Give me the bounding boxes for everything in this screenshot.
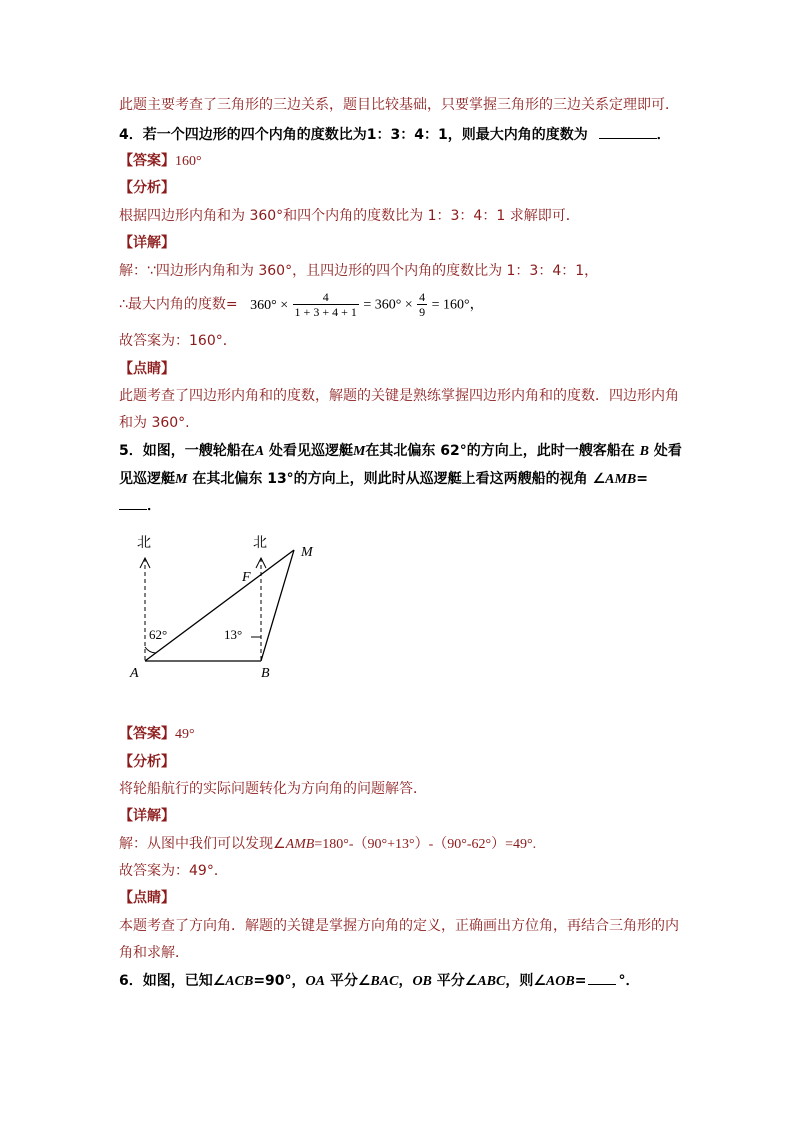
label-f: F — [242, 570, 251, 585]
q5-answer-line — [119, 725, 195, 744]
question-5-stem-line3 — [119, 497, 161, 515]
text-line-triangle-summary: 此题主要考查了三角形的三边关系，题目比较基础，只要掌握三角形的三边关系定理即可． — [119, 97, 679, 113]
question-4-text: 4．若一个四边形的四个内角的度数比为1：3：4：1，则最大内角的度数为 — [119, 127, 588, 143]
label-angle-13: 13° — [224, 627, 243, 642]
question-5-stem-line2 — [119, 470, 648, 489]
q6-text: 平分∠ — [324, 973, 371, 989]
q5-var-m: M — [175, 472, 188, 487]
fraction-denominator: 9 — [419, 305, 426, 319]
q4-comment-tag: 【点睛】 — [119, 361, 175, 377]
q4-comment-line2: 和为 360°. — [119, 415, 190, 431]
q5-text: ． — [147, 498, 161, 514]
q6-angle-bac: BAC — [370, 974, 399, 989]
q5-comment-tag: 【点睛】 — [119, 890, 175, 906]
q5-text: 5．如图，一艘轮船在 — [119, 443, 255, 459]
q4-detail-tag: 【详解】 — [119, 235, 175, 251]
answer-blank — [588, 972, 616, 985]
q6-angle-acb: ACB — [225, 974, 254, 989]
q6-seg-oa: OA — [305, 974, 325, 989]
q4-answer: 160° — [175, 154, 202, 169]
q5-var-b: B — [639, 444, 649, 459]
answer-blank — [119, 497, 147, 510]
fraction-denominator: 1 + 3 + 4 + 1 — [294, 305, 357, 319]
q5-text: 在其北偏东 13°的方向上，则此时从巡逻艇上看这两艘船的视角 ∠ — [192, 471, 606, 487]
q5-detail-angle: AMB — [285, 837, 315, 852]
question-4-end: ． — [656, 127, 671, 143]
q4-analysis: 根据四边形内角和为 360°和四个内角的度数比为 1：3：4：1 求解即可． — [119, 208, 580, 224]
q5-text: 处看 — [653, 443, 682, 459]
q5-var-m: M — [352, 444, 366, 459]
angle-arc-a — [145, 647, 156, 653]
fraction-4-over-sum — [293, 290, 359, 319]
q4-formula-line — [119, 290, 484, 320]
q5-conclusion: 故答案为：49°． — [119, 863, 228, 879]
fraction-4-over-9 — [417, 290, 427, 319]
q5-detail-tag: 【详解】 — [119, 808, 175, 824]
q6-text: 6．如图，已知∠ — [119, 973, 226, 989]
q4-comment-line1: 此题考查了四边形内角和的度数，解题的关键是熟练掌握四边形内角和的度数．四边形内角 — [119, 388, 679, 404]
segment-bm — [261, 550, 294, 661]
q6-text: =90°， — [253, 973, 306, 989]
segment-am — [145, 550, 294, 661]
label-m: M — [301, 545, 313, 560]
question-5-stem-line1 — [119, 442, 682, 461]
q4-formula-c: = 160° — [431, 297, 470, 313]
label-north-a: 北 — [137, 536, 151, 551]
fraction-numerator: 4 — [322, 290, 329, 304]
q5-answer: 49° — [175, 727, 195, 742]
q6-text: ，则∠ — [505, 973, 546, 989]
q4-answer-line — [119, 152, 202, 171]
q4-formula-prefix: ∴最大内角的度数= — [119, 296, 238, 313]
q5-text: 见巡逻艇 — [119, 471, 175, 487]
q4-conclusion: 故答案为：160°． — [119, 333, 237, 349]
q6-angle-abc: ABC — [477, 974, 506, 989]
q4-detail-line1: 解：∵四边形内角和为 360°，且四边形的四个内角的度数比为 1：3：4：1， — [119, 263, 599, 279]
q5-analysis: 将轮船航行的实际问题转化为方向角的问题解答． — [119, 781, 427, 797]
q6-seg-ob: OB — [412, 974, 432, 989]
fraction-numerator: 4 — [419, 290, 426, 304]
q5-text: 处看见巡逻艇 — [268, 443, 353, 459]
label-b: B — [261, 666, 270, 681]
question-6-stem — [119, 972, 639, 991]
label-north-b: 北 — [253, 536, 267, 551]
answer-tag: 【答案】 — [119, 153, 175, 169]
direction-angle-figure — [120, 525, 340, 685]
q4-formula-b: = 360° × — [363, 297, 413, 313]
q5-detail-line1 — [119, 835, 536, 854]
q5-text: 在其北偏东 62°的方向上，此时一艘客船在 — [365, 443, 635, 459]
q5-comment-line1: 本题考查了方向角．解题的关键是掌握方向角的定义，正确画出方位角，再结合三角形的内 — [119, 918, 679, 934]
q6-text: °． — [618, 973, 640, 989]
q5-detail-text: =180°-（90°+13°）-（90°-62°）=49°. — [314, 837, 537, 852]
q4-formula-end: ， — [469, 296, 484, 313]
q6-text: = — [574, 973, 587, 989]
q6-angle-aob: AOB — [545, 974, 575, 989]
q6-text: 平分∠ — [431, 973, 478, 989]
label-a: A — [130, 666, 139, 681]
q5-comment-line2: 角和求解． — [119, 945, 189, 961]
question-4-stem — [119, 126, 671, 144]
q5-analysis-tag: 【分析】 — [119, 754, 175, 770]
label-angle-62: 62° — [149, 627, 168, 642]
q5-text: = — [636, 471, 648, 487]
q5-angle-amb: AMB — [605, 472, 637, 487]
q4-analysis-tag: 【分析】 — [119, 180, 175, 196]
q6-text: ， — [398, 973, 413, 989]
q5-var-a: A — [254, 444, 265, 459]
q4-formula-a: 360° × — [250, 297, 289, 313]
answer-blank — [599, 126, 657, 139]
answer-tag: 【答案】 — [119, 726, 175, 742]
q5-detail-text: 解：从图中我们可以发现∠ — [119, 836, 286, 852]
